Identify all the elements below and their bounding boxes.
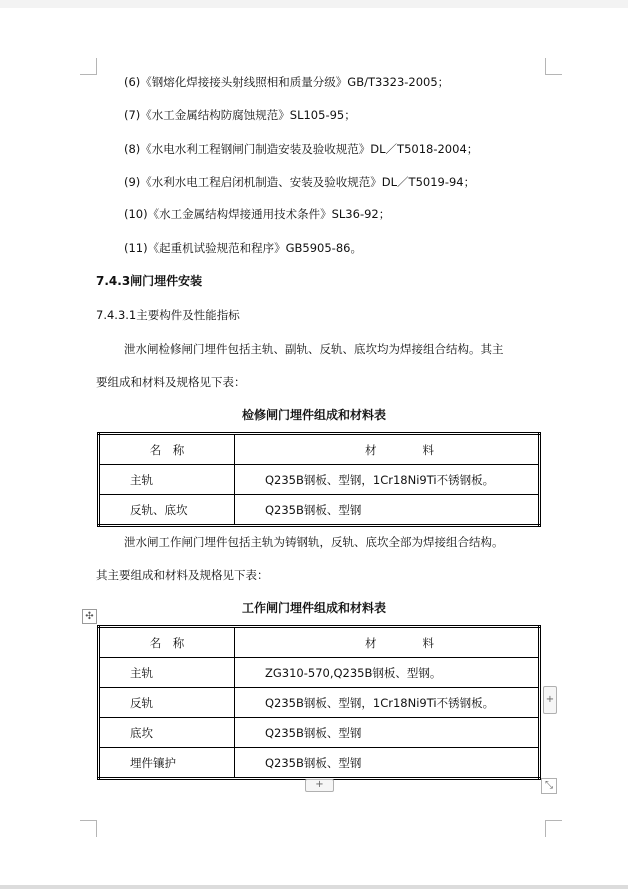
header-name-cell[interactable]: 名 称	[99, 434, 235, 465]
table-cell[interactable]: Q235B钢板、型钢	[235, 495, 540, 526]
table-cell[interactable]: Q235B钢板、型钢，1Cr18Ni9Ti不锈钢板。	[235, 688, 540, 718]
horizontal-scrollbar[interactable]	[0, 885, 628, 889]
maintenance-gate-table[interactable]	[97, 432, 541, 527]
table-caption: 检修闸门埋件组成和材料表	[241, 408, 386, 422]
paragraph-line: 泄水闸工作闸门埋件包括主轨为铸钢轨，反轨、底坎全部为焊接组合结构。	[124, 535, 504, 549]
table-resize-handle-icon[interactable]: ⤡	[541, 778, 557, 794]
table-cell[interactable]: ZG310-570,Q235B钢板、型钢。	[235, 658, 540, 688]
working-gate-table[interactable]	[97, 625, 541, 780]
header-material-cell[interactable]: 材 料	[235, 627, 540, 658]
header-name-cell[interactable]: 名 称	[99, 627, 235, 658]
table-move-handle-icon[interactable]: ✣	[82, 609, 97, 624]
table-cell[interactable]: Q235B钢板、型钢	[235, 718, 540, 748]
table-row	[99, 495, 540, 526]
table-row	[99, 658, 540, 688]
margin-corner-top-right	[545, 58, 562, 75]
reference-item: (11)《起重机试验规范和程序》GB5905-86。	[124, 241, 362, 255]
margin-corner-bottom-right	[545, 820, 562, 837]
table-row	[99, 465, 540, 495]
section-heading: 7.4.3闸门埋件安装	[96, 274, 203, 288]
paragraph-line: 泄水闸检修闸门埋件包括主轨、副轨、反轨、底坎均为焊接组合结构。其主	[124, 342, 504, 356]
margin-corner-bottom-left	[80, 820, 97, 837]
reference-item: (10)《水工金属结构焊接通用技术条件》SL36-92；	[124, 207, 391, 221]
header-material-cell[interactable]: 材 料	[235, 434, 540, 465]
add-row-button[interactable]: +	[305, 779, 334, 792]
table-row	[99, 688, 540, 718]
margin-corner-top-left	[80, 58, 97, 75]
subsection-heading: 7.4.3.1主要构件及性能指标	[96, 308, 240, 322]
table-cell[interactable]: 主轨	[99, 658, 235, 688]
paragraph-line: 要组成和材料及规格见下表：	[96, 375, 246, 389]
table-header-row	[99, 627, 540, 658]
table-cell[interactable]: 反轨、底坎	[99, 495, 235, 526]
table-cell[interactable]: 埋件镶护	[99, 748, 235, 779]
reference-item: (7)《水工金属结构防腐蚀规范》SL105-95；	[124, 108, 356, 122]
reference-item: (6)《钢熔化焊接接头射线照相和质量分级》GB/T3323-2005；	[124, 75, 450, 89]
table-caption: 工作闸门埋件组成和材料表	[241, 601, 386, 615]
reference-item: (8)《水电水利工程钢闸门制造安装及验收规范》DL／T5018-2004；	[124, 142, 479, 156]
table-cell[interactable]: 主轨	[99, 465, 235, 495]
add-column-button[interactable]: +	[543, 686, 557, 714]
reference-item: (9)《水利水电工程启闭机制造、安装及验收规范》DL／T5019-94；	[124, 175, 476, 189]
paragraph-line: 其主要组成和材料及规格见下表：	[96, 568, 269, 582]
table-cell[interactable]: Q235B钢板、型钢	[235, 748, 540, 779]
table-cell[interactable]: 反轨	[99, 688, 235, 718]
table-cell[interactable]: Q235B钢板、型钢，1Cr18Ni9Ti不锈钢板。	[235, 465, 540, 495]
table-row	[99, 718, 540, 748]
table-cell[interactable]: 底坎	[99, 718, 235, 748]
table-row	[99, 748, 540, 779]
table-header-row	[99, 434, 540, 465]
